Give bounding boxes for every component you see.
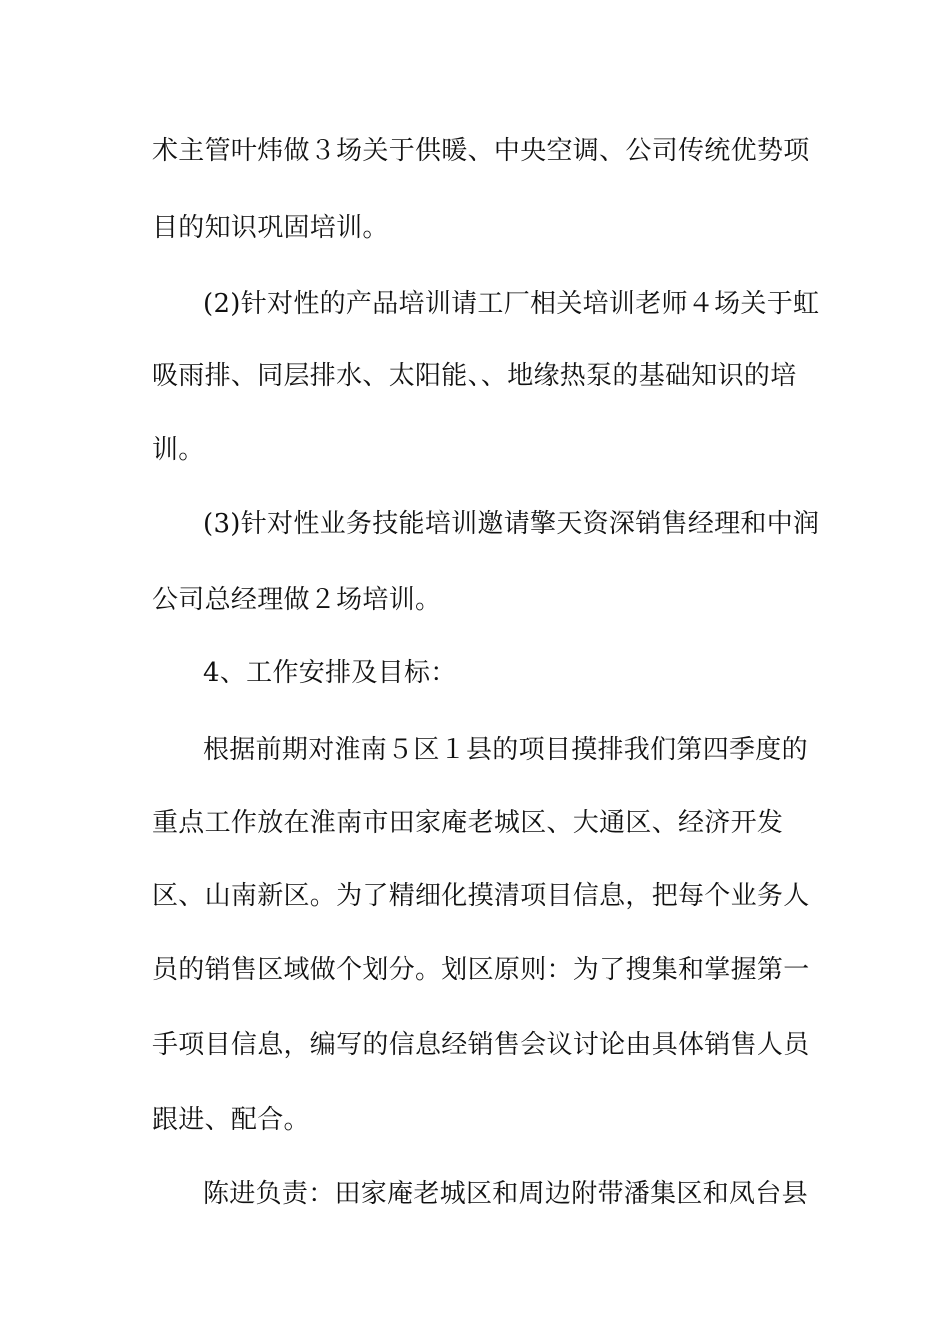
section-heading: 4、工作安排及目标： [203, 658, 457, 688]
text-line: 陈进负责：田家庵老城区和周边附带潘集区和凤台县 [203, 1179, 808, 1209]
text-line: 公司总经理做２场培训。 [152, 585, 442, 615]
text-line: 跟进、配合。 [152, 1105, 310, 1135]
text-line: (2)针对性的产品培训请工厂相关培训老师４场关于虹 [203, 289, 820, 319]
text-line: (3)针对性业务技能培训邀请擎天资深销售经理和中润 [203, 509, 820, 539]
text-line: 员的销售区域做个划分。划区原则：为了搜集和掌握第一 [152, 955, 810, 985]
text-line: 手项目信息，编写的信息经销售会议讨论由具体销售人员 [152, 1030, 810, 1060]
text-line: 目的知识巩固培训。 [152, 213, 389, 243]
text-line: 术主管叶炜做３场关于供暖、中央空调、公司传统优势项 [152, 136, 810, 166]
text-line: 吸雨排、同层排水、太阳能、、地缘热泵的基础知识的培 [152, 361, 797, 391]
text-line: 区、山南新区。为了精细化摸清项目信息，把每个业务人 [152, 881, 810, 911]
text-line: 根据前期对淮南５区１县的项目摸排我们第四季度的 [203, 735, 808, 765]
text-line: 训。 [152, 435, 205, 465]
text-line: 重点工作放在淮南市田家庵老城区、大通区、经济开发 [152, 808, 784, 838]
